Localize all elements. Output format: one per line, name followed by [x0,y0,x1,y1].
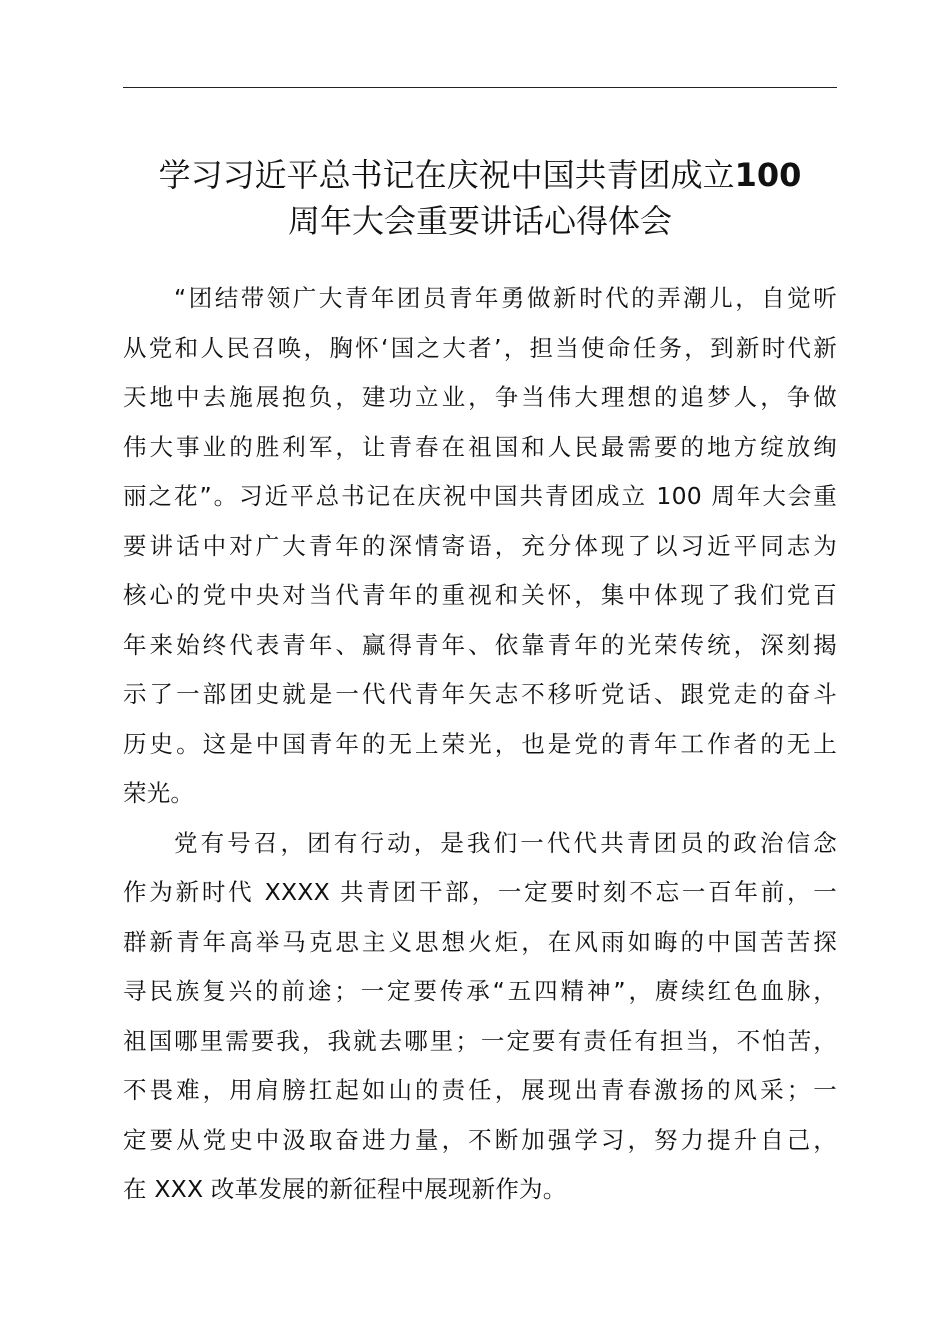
paragraph-line: 核心的党中央对当代青年的重视和关怀，集中体现了我们党百 [123,581,837,609]
paragraph-line: 群新青年高举马克思主义思想火炬，在风雨如晦的中国苦苦探 [123,927,837,956]
paragraph-line: 丽之花”。习近平总书记在庆祝中国共青团成立 100 周年大会重 [123,482,837,510]
paragraph-line: 天地中去施展抱负，建功立业，争当伟大理想的追梦人，争做 [123,383,837,411]
paragraph-1 [123,274,837,819]
header-rule [123,87,837,88]
paragraph-line: 年来始终代表青年、赢得青年、依靠青年的光荣传统，深刻揭 [123,630,837,659]
title-line-1 [100,152,860,198]
paragraph-line: 祖国哪里需要我，我就去哪里；一定要有责任有担当，不怕苦， [123,1026,837,1055]
document-body [123,274,837,1215]
paragraph-line: 定要从党史中汲取奋进力量，不断加强学习，努力提升自己， [123,1125,837,1154]
paragraph-line: 党有号召，团有行动，是我们一代代共青团员的政治信念 [174,828,837,857]
paragraph-line: 从党和人民召唤，胸怀‘国之大者’，担当使命任务，到新时代新 [123,333,837,362]
paragraph-line: 历史。这是中国青年的无上荣光，也是党的青年工作者的无上 [123,729,837,758]
paragraph-line: 示了一部团史就是一代代青年矢志不移听党话、跟党走的奋斗 [123,680,837,708]
paragraph-line: 在 XXX 改革发展的新征程中展现新作为。 [123,1175,567,1203]
paragraph-line: 不畏难，用肩膀扛起如山的责任，展现出青春激扬的风采；一 [123,1076,837,1104]
paragraph-2 [123,819,837,1215]
paragraph-line: 伟大事业的胜利军，让青春在祖国和人民最需要的地方绽放绚 [123,432,837,461]
paragraph-line: 作为新时代 XXXX 共青团干部，一定要时刻不忘一百年前，一 [123,878,837,906]
title-line-2: 周年大会重要讲话心得体会 [287,202,672,240]
paragraph-line: 要讲话中对广大青年的深情寄语，充分体现了以习近平同志为 [123,531,837,560]
paragraph-line: 寻民族复兴的前途；一定要传承“五四精神”，赓续红色血脉， [123,977,837,1005]
title-line-1-number: 100 [734,156,802,194]
document-title [100,152,860,244]
title-line-1-text: 学习习近平总书记在庆祝中国共青团成立 [158,156,735,194]
paragraph-line: 荣光。 [123,779,195,807]
paragraph-line: “团结带领广大青年团员青年勇做新时代的弄潮儿，自觉听 [174,284,837,312]
